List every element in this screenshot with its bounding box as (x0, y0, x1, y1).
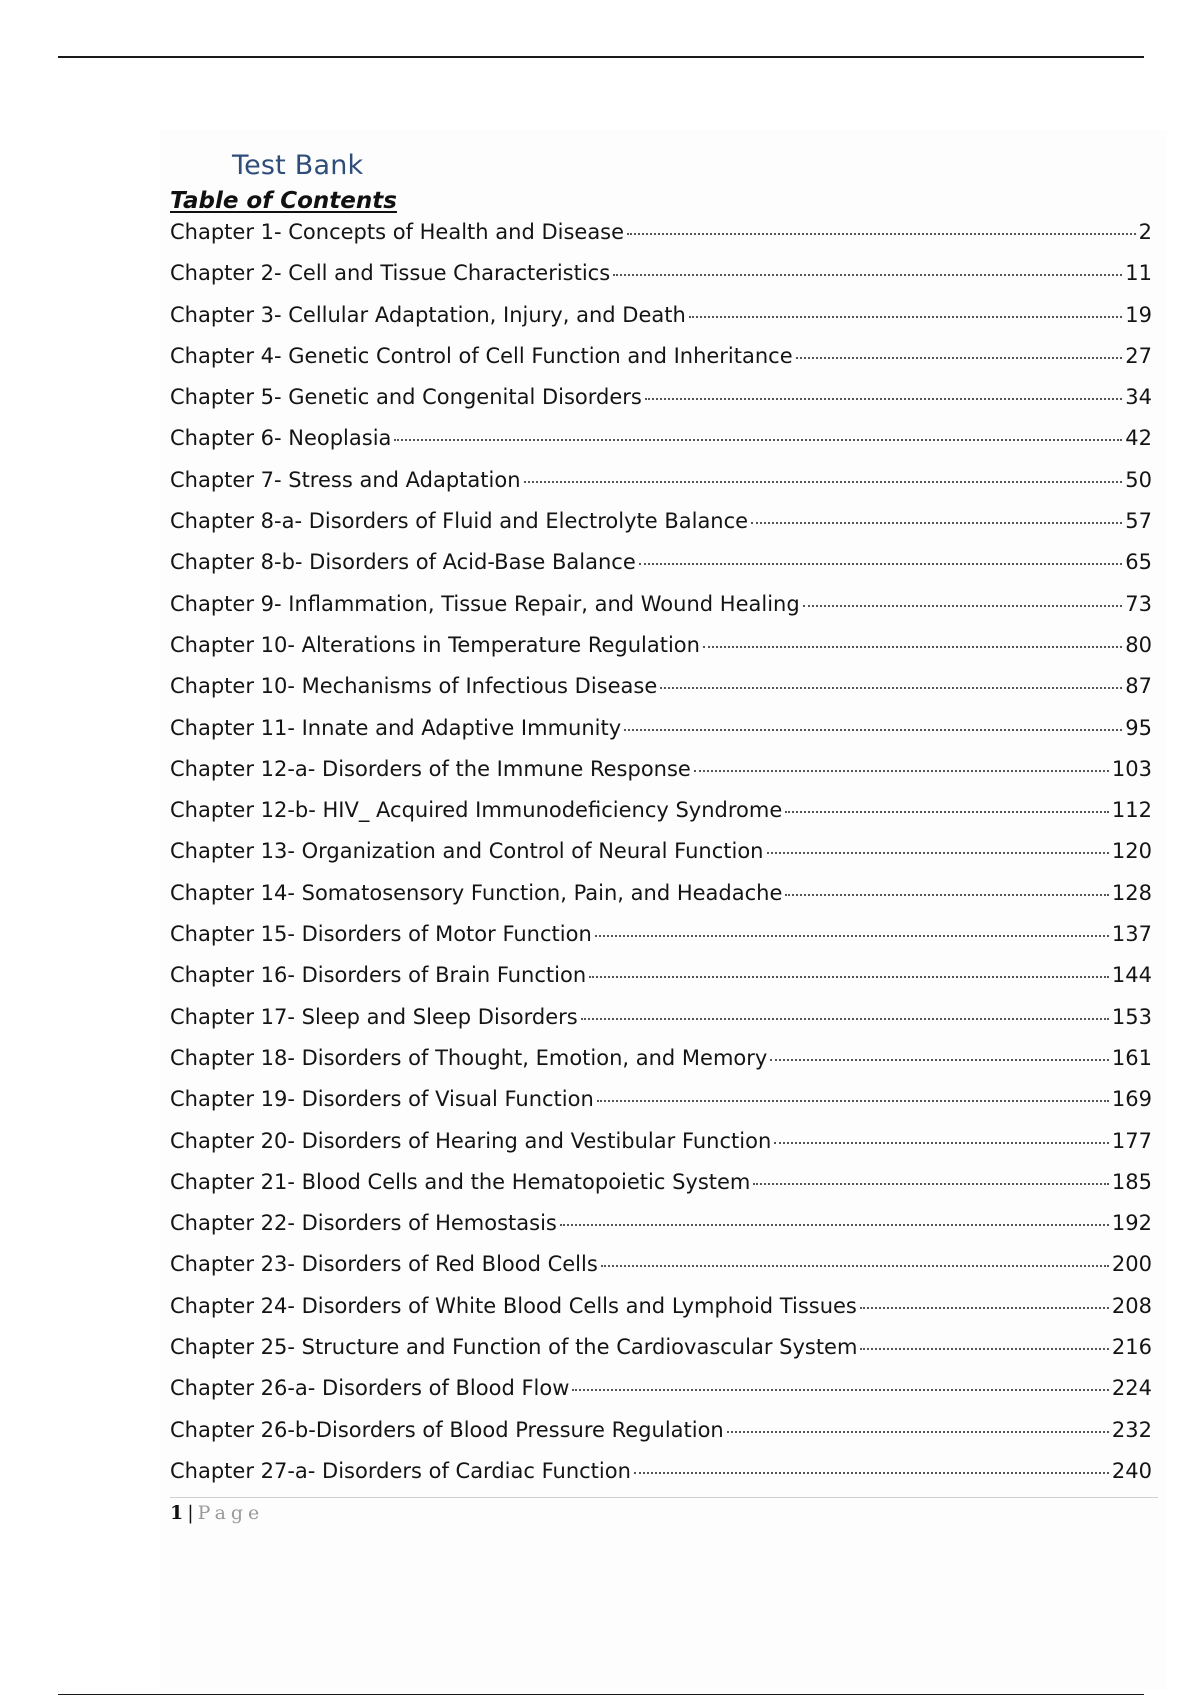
toc-entry-title: Chapter 26-b-Disorders of Blood Pressure Regulation (170, 1417, 724, 1442)
toc-dot-leader (624, 729, 1122, 731)
toc-dot-leader (860, 1307, 1109, 1309)
toc-entry[interactable] (170, 1294, 1152, 1335)
toc-entry[interactable] (170, 922, 1152, 963)
toc-dot-leader (753, 1183, 1109, 1185)
toc-entry-page: 128 (1111, 880, 1152, 905)
toc-entry[interactable] (170, 963, 1152, 1004)
toc-dot-leader (639, 563, 1123, 565)
toc-dot-leader (785, 811, 1109, 813)
toc-dot-leader (860, 1348, 1108, 1350)
toc-entry-title: Chapter 7- Stress and Adaptation (170, 467, 521, 492)
toc-entry-title: Chapter 8-b- Disorders of Acid-Base Balance (170, 550, 636, 575)
toc-entry[interactable] (170, 839, 1152, 880)
toc-entry[interactable] (170, 1418, 1152, 1459)
toc-entry-page: 65 (1125, 550, 1152, 575)
toc-dot-leader (803, 605, 1123, 607)
toc-entry-title: Chapter 23- Disorders of Red Blood Cells (170, 1252, 598, 1277)
page-label: Page (197, 1502, 265, 1524)
toc-entry[interactable] (170, 1129, 1152, 1170)
footer-divider (170, 1497, 1158, 1498)
toc-entry-page: 232 (1111, 1417, 1152, 1442)
toc-entry-title: Chapter 5- Genetic and Congenital Disorders (170, 385, 642, 410)
toc-entry-page: 80 (1125, 632, 1152, 657)
toc-entry-title: Chapter 18- Disorders of Thought, Emotion, and Memory (170, 1045, 768, 1070)
toc-entry-page: 42 (1125, 426, 1152, 451)
toc-entry[interactable] (170, 1252, 1152, 1293)
toc-heading: Table of Contents (170, 188, 397, 214)
toc-entry-title: Chapter 9- Inflammation, Tissue Repair, and Wound Healing (170, 591, 800, 616)
toc-dot-leader (595, 935, 1109, 937)
toc-entry-title: Chapter 21- Blood Cells and the Hematopoietic System (170, 1169, 751, 1194)
toc-entry-page: 192 (1111, 1211, 1152, 1236)
toc-entry-page: 216 (1111, 1335, 1152, 1360)
toc-entry[interactable] (170, 1170, 1152, 1211)
toc-entry-title: Chapter 27-a- Disorders of Cardiac Function (170, 1458, 631, 1483)
toc-entry-page: 169 (1111, 1087, 1152, 1112)
toc-entry-page: 144 (1111, 963, 1152, 988)
toc-entry-page: 153 (1111, 1004, 1152, 1029)
toc-entry[interactable] (170, 344, 1152, 385)
toc-entry[interactable] (170, 716, 1152, 757)
toc-entry[interactable] (170, 385, 1152, 426)
toc-dot-leader (524, 481, 1123, 483)
toc-entry[interactable] (170, 426, 1152, 467)
toc-entry-title: Chapter 2- Cell and Tissue Characteristics (170, 261, 611, 286)
toc-entry-page: 177 (1111, 1128, 1152, 1153)
toc-dot-leader (597, 1100, 1109, 1102)
toc-entry[interactable] (170, 1211, 1152, 1252)
toc-entry-page: 19 (1125, 302, 1152, 327)
toc-dot-leader (634, 1472, 1109, 1474)
toc-entry-title: Chapter 25- Structure and Function of the Cardiovascular System (170, 1335, 858, 1360)
toc-entry[interactable] (170, 1005, 1152, 1046)
toc-entry-title: Chapter 20- Disorders of Hearing and Vestibular Function (170, 1128, 772, 1153)
toc-entry[interactable] (170, 881, 1152, 922)
toc-entry-page: 27 (1125, 343, 1152, 368)
toc-entry[interactable] (170, 798, 1152, 839)
toc-dot-leader (589, 976, 1109, 978)
toc-entry-title: Chapter 1- Concepts of Health and Disease (170, 220, 625, 244)
toc-entry-page: 73 (1125, 591, 1152, 616)
table-of-contents (170, 220, 1152, 1500)
toc-entry-title: Chapter 19- Disorders of Visual Function (170, 1087, 594, 1112)
toc-entry-title: Chapter 10- Mechanisms of Infectious Disease (170, 674, 658, 699)
toc-entry[interactable] (170, 1459, 1152, 1500)
toc-entry[interactable] (170, 633, 1152, 674)
toc-dot-leader (727, 1431, 1109, 1433)
toc-entry-title: Chapter 12-b- HIV_ Acquired Immunodeficiency Syndrome (170, 798, 783, 823)
toc-dot-leader (689, 316, 1122, 318)
toc-entry-title: Chapter 8-a- Disorders of Fluid and Electrolyte Balance (170, 509, 749, 534)
toc-entry-title: Chapter 6- Neoplasia (170, 426, 392, 451)
toc-entry-title: Chapter 26-a- Disorders of Blood Flow (170, 1376, 570, 1401)
page-footer (170, 1502, 264, 1524)
page-number: 1 (170, 1502, 184, 1524)
toc-entry-page: 11 (1125, 261, 1152, 286)
toc-dot-leader (770, 1059, 1109, 1061)
toc-entry-title: Chapter 24- Disorders of White Blood Cells and Lymphoid Tissues (170, 1293, 857, 1318)
toc-entry-title: Chapter 10- Alterations in Temperature Regulation (170, 632, 700, 657)
toc-entry-page: 137 (1111, 922, 1152, 947)
toc-dot-leader (694, 770, 1109, 772)
toc-dot-leader (394, 439, 1122, 441)
toc-dot-leader (767, 852, 1109, 854)
bottom-rule (58, 1694, 1144, 1695)
toc-entry-page: 240 (1111, 1458, 1152, 1483)
toc-entry-title: Chapter 16- Disorders of Brain Function (170, 963, 587, 988)
toc-dot-leader (785, 894, 1109, 896)
toc-entry-title: Chapter 3- Cellular Adaptation, Injury, and Death (170, 302, 686, 327)
toc-entry-page: 57 (1125, 509, 1152, 534)
toc-entry[interactable] (170, 1335, 1152, 1376)
toc-entry-title: Chapter 14- Somatosensory Function, Pain, and Headache (170, 880, 783, 905)
toc-entry-title: Chapter 17- Sleep and Sleep Disorders (170, 1004, 578, 1029)
toc-dot-leader (613, 274, 1122, 276)
toc-entry[interactable] (170, 674, 1152, 715)
toc-entry-page: 161 (1111, 1045, 1152, 1070)
toc-entry-page: 103 (1111, 756, 1152, 781)
toc-dot-leader (751, 522, 1122, 524)
toc-entry-page: 200 (1111, 1252, 1152, 1277)
toc-dot-leader (572, 1389, 1108, 1391)
toc-entry[interactable] (170, 1376, 1152, 1417)
footer-separator: | (187, 1502, 194, 1524)
toc-entry[interactable] (170, 592, 1152, 633)
toc-entry[interactable] (170, 1046, 1152, 1087)
toc-entry[interactable] (170, 468, 1152, 509)
toc-entry[interactable] (170, 220, 1152, 261)
toc-entry[interactable] (170, 1087, 1152, 1128)
toc-entry-page: 224 (1111, 1376, 1152, 1401)
top-rule (58, 56, 1144, 58)
toc-entry-page: 208 (1111, 1293, 1152, 1318)
toc-entry-title: Chapter 15- Disorders of Motor Function (170, 922, 592, 947)
toc-dot-leader (627, 233, 1136, 235)
toc-dot-leader (703, 646, 1122, 648)
toc-entry-title: Chapter 12-a- Disorders of the Immune Response (170, 756, 691, 781)
toc-entry-page: 185 (1111, 1169, 1152, 1194)
toc-entry-page: 112 (1111, 798, 1152, 823)
document-title: Test Bank (232, 150, 364, 181)
toc-entry[interactable] (170, 303, 1152, 344)
toc-dot-leader (645, 398, 1122, 400)
toc-entry-page: 120 (1111, 839, 1152, 864)
toc-dot-leader (581, 1018, 1109, 1020)
toc-dot-leader (796, 357, 1123, 359)
toc-entry-page: 95 (1125, 715, 1152, 740)
toc-entry-page: 50 (1125, 467, 1152, 492)
toc-entry-page: 87 (1125, 674, 1152, 699)
toc-entry-title: Chapter 22- Disorders of Hemostasis (170, 1211, 557, 1236)
toc-entry[interactable] (170, 261, 1152, 302)
toc-entry-page: 34 (1125, 385, 1152, 410)
toc-entry-title: Chapter 4- Genetic Control of Cell Function and Inheritance (170, 343, 793, 368)
toc-entry[interactable] (170, 757, 1152, 798)
toc-entry-page: 2 (1138, 220, 1152, 244)
toc-entry-title: Chapter 11- Innate and Adaptive Immunity (170, 715, 622, 740)
toc-dot-leader (774, 1142, 1109, 1144)
toc-dot-leader (560, 1224, 1109, 1226)
toc-entry[interactable] (170, 550, 1152, 591)
toc-entry-title: Chapter 13- Organization and Control of Neural Function (170, 839, 764, 864)
toc-dot-leader (660, 687, 1122, 689)
toc-dot-leader (601, 1265, 1109, 1267)
toc-entry[interactable] (170, 509, 1152, 550)
